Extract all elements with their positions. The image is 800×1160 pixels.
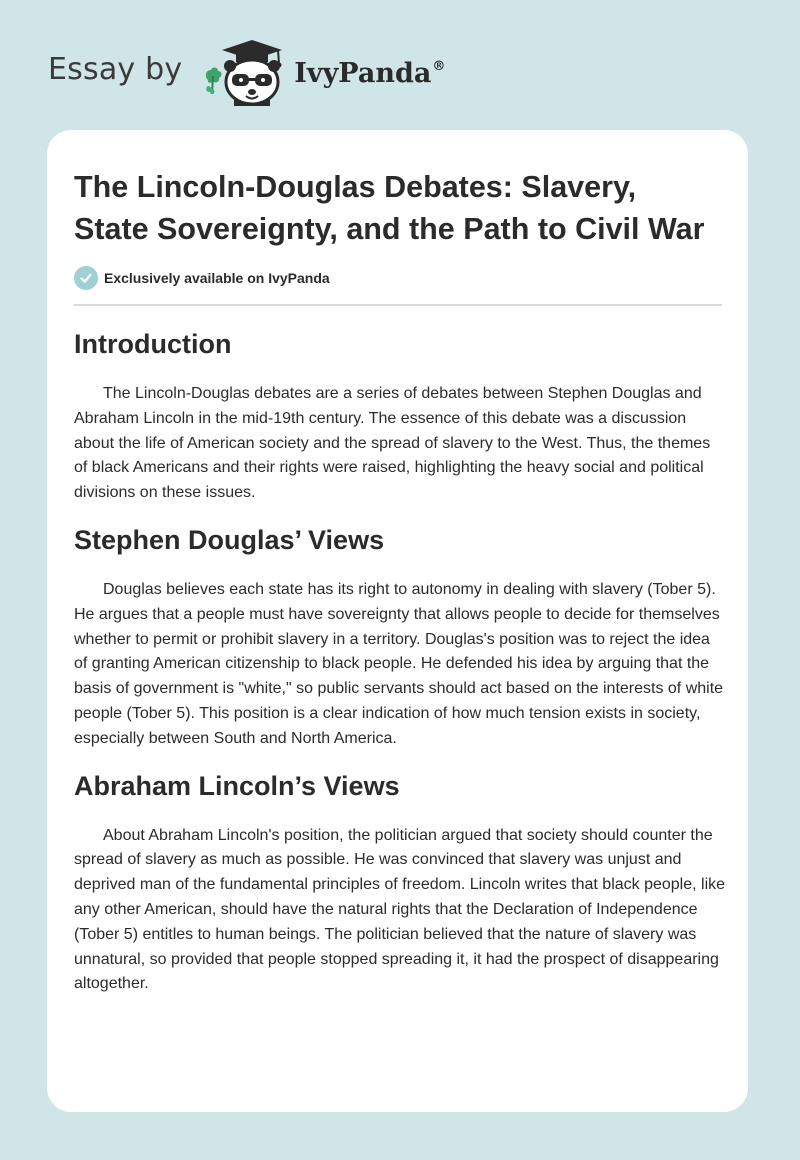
divider xyxy=(74,304,722,306)
exclusive-badge xyxy=(74,265,722,291)
brand-name[interactable]: IvyPanda® xyxy=(294,57,446,89)
ivy-leaf-icon xyxy=(206,67,222,94)
trademark-mark: ® xyxy=(432,58,446,74)
site-header xyxy=(48,36,568,108)
check-icon xyxy=(74,266,98,290)
section-text-lincoln-views: About Abraham Lincoln's position, the politician argued that society should counter the spread of slavery as much as possible. He was convinced that slavery was unjust and deprived man of the fundamental principles of freedom. Lincoln writes that black people, like any other American, should have the natural rights that the Declaration of Independence (Tober 5) entitles to human beings. The politician believed that the nature of slavery was unnatural, so provided that people stopped spreading it, it had the prospect of disappearing altogether. xyxy=(74,826,726,993)
section-text-douglas-views: Douglas believes each state has its right to autonomy in dealing with slavery (Tober 5). He argues that a people must have sovereignty that allows people to decide for themselves whether to permit or prohibit slavery in a territory. Douglas's position was to reject the idea of granting American citizenship to black people. He defended his idea by arguing that the basis of government is "white," so public servants should act based on the interests of white people (Tober 5). This position is a clear indication of how much tension exists in society, especially between South and North America. xyxy=(74,580,724,747)
section-heading-douglas-views: Stephen Douglas’ Views xyxy=(74,524,385,555)
section-heading-introduction: Introduction xyxy=(74,329,232,359)
essay-card xyxy=(47,130,748,1112)
section-heading-lincoln-views: Abraham Lincoln’s Views xyxy=(74,770,400,801)
panda-logo-icon[interactable] xyxy=(200,36,286,108)
essay-title: The Lincoln-Douglas Debates: Slavery, State Sovereignty, and the Path to Civil War xyxy=(74,170,705,246)
exclusive-label: Exclusively available on IvyPanda xyxy=(104,270,330,286)
essay-by-label: Essay by xyxy=(48,51,183,87)
section-text-introduction: The Lincoln-Douglas debates are a series of debates between Stephen Douglas and Abraham Lincoln in the mid-19th century. The essence of this debate was a discussion about the life of American society and the spread of slavery to the West. Thus, the themes of black Americans and their rights were raised, highlighting the heavy social and political divisions on these issues. xyxy=(74,385,711,502)
